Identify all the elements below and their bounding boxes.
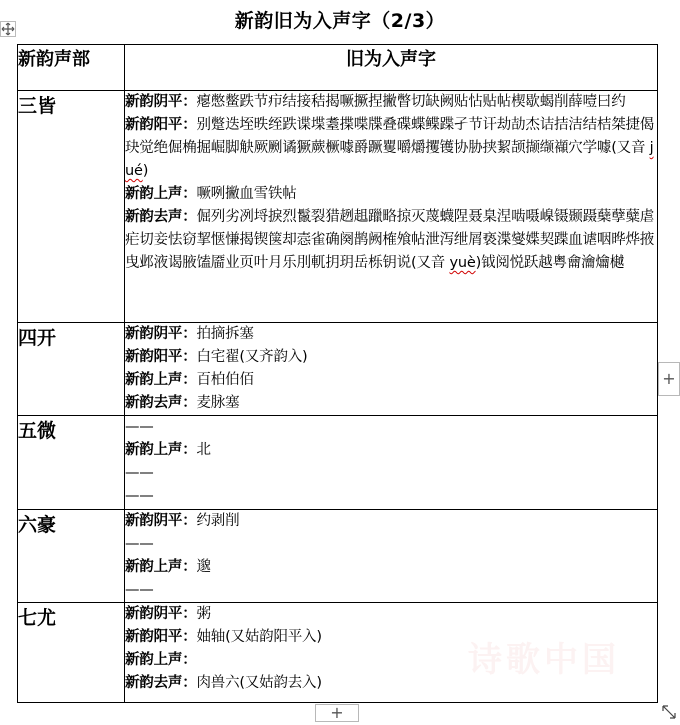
tone-label: 新韵去声： (125, 675, 197, 691)
tone-characters-continued: )钺阅悦跃越粤龠瀹爚樾 (475, 255, 625, 271)
table-header-row (18, 45, 658, 91)
resize-arrows-icon (660, 703, 678, 721)
tone-line (125, 579, 657, 602)
tone-characters: 妯轴(又姑韵阳平入) (196, 629, 322, 645)
tone-characters: —— (125, 536, 154, 552)
table-move-handle[interactable] (0, 21, 16, 37)
tone-line (125, 323, 657, 346)
tone-line (125, 672, 657, 695)
tone-line (125, 91, 657, 114)
rhyme-section-name: 六豪 (18, 510, 125, 603)
plus-icon: + (330, 703, 344, 722)
character-list-cell (125, 510, 658, 603)
tone-label: 新韵阴平： (125, 513, 197, 529)
tone-label: 新韵去声： (125, 209, 197, 225)
tone-line (125, 533, 657, 556)
tone-line (125, 626, 657, 649)
add-column-button[interactable] (658, 362, 680, 396)
tone-label: 新韵上声： (125, 186, 197, 202)
tone-characters: 噘咧撇血雪铁帖 (196, 186, 297, 202)
tone-characters: 麦脉塞 (196, 395, 240, 411)
tone-characters: 约剥削 (196, 513, 240, 529)
table-row (18, 323, 658, 416)
tone-line (125, 346, 657, 369)
tone-label: 新韵上声： (125, 372, 197, 388)
rhyme-table (17, 44, 658, 703)
tone-line (125, 556, 657, 579)
tone-characters: —— (125, 465, 154, 481)
tone-line (125, 510, 657, 533)
pinyin-annotation: yuè (449, 255, 476, 271)
tone-label: 新韵阳平： (125, 629, 197, 645)
tone-characters: 别蹩迭垤昳绖跌谍堞耋揲喋牒叠碟蝶鲽蹀孑节讦劫劼杰诘拮洁结桔桀捷偈玦觉绝倔桷掘崛脚觖厥劂谲獗蕨橛噱爵蹶矍嚼爝攫镬协胁挟絜颉撷缬襭穴学噱(又音 (125, 117, 655, 156)
tone-characters: 倔列劣冽埒捩烈鬣裂猎趔趄躐略掠灭蔑蠛陧聂臬涅啮嗫嵲镊颞蹑蘖孽糵虐疟切妾怯窃挈惬慊揭锲箧却悫雀确阕鹊阙榷飧帖泄泻绁屑亵渫燮媟契蹀血谑咽晔烨掖曳邺液谒腋馌靥业页叶月乐刖軏抈玥岳栎钥说(又音 (125, 209, 655, 271)
tone-characters-continued: ) (142, 163, 149, 179)
tone-line (125, 416, 657, 439)
tone-characters: 瘪憋鳖跌节疖结接秸揭噘撅捏撇瞥切缺阙贴怗贴帖楔歇蝎削薛噎曰约 (196, 94, 626, 110)
tone-characters: 北 (196, 442, 211, 458)
table-row (18, 510, 658, 603)
tone-characters: 粥 (196, 606, 211, 622)
tone-line (125, 392, 657, 415)
tone-characters: 肉兽六(又姑韵去入) (196, 675, 322, 691)
rhyme-section-name: 四开 (18, 323, 125, 416)
tone-characters: 百柏伯佰 (196, 372, 254, 388)
tone-label: 新韵去声： (125, 395, 197, 411)
tone-characters: 白宅翟(又齐韵入) (196, 349, 308, 365)
tone-line (125, 206, 657, 275)
tone-characters: —— (125, 419, 154, 435)
tone-line (125, 462, 657, 485)
tone-label: 新韵阳平： (125, 349, 197, 365)
tone-label: 新韵阴平： (125, 94, 197, 110)
tone-line (125, 114, 657, 183)
rhyme-section-name: 七尤 (18, 603, 125, 703)
header-old-entering-tone: 旧为入声字 (125, 45, 658, 91)
tone-line (125, 439, 657, 462)
tone-characters: 邈 (196, 559, 211, 575)
add-row-button[interactable] (315, 704, 359, 722)
table-resize-handle[interactable] (660, 703, 678, 721)
header-rhyme-section: 新韵声部 (18, 45, 125, 91)
tone-label: 新韵上声： (125, 652, 197, 668)
character-list-cell (125, 603, 658, 703)
character-list-cell (125, 323, 658, 416)
tone-label: 新韵上声： (125, 559, 197, 575)
tone-line (125, 369, 657, 392)
tone-label: 新韵阴平： (125, 606, 197, 622)
table-row (18, 603, 658, 703)
tone-characters: —— (125, 582, 154, 598)
site-watermark: 诗歌中国 (468, 640, 620, 680)
rhyme-section-name: 五微 (18, 416, 125, 510)
document-title: 新韵旧为入声字（2/3） (234, 10, 446, 32)
rhyme-section-name: 三皆 (18, 91, 125, 323)
tone-line (125, 649, 657, 672)
pinyin-annotation: jué (125, 140, 654, 179)
plus-icon: + (662, 369, 676, 388)
character-list-cell (125, 91, 658, 323)
table-row (18, 91, 658, 323)
tone-line (125, 183, 657, 206)
tone-label: 新韵上声： (125, 442, 197, 458)
tone-characters: 拍摘拆塞 (196, 326, 254, 342)
character-list-cell (125, 416, 658, 510)
tone-label: 新韵阴平： (125, 326, 197, 342)
tone-characters: —— (125, 488, 154, 504)
table-row (18, 416, 658, 510)
move-arrows-icon (1, 22, 15, 36)
tone-line (125, 603, 657, 626)
tone-line (125, 485, 657, 508)
tone-label: 新韵阳平： (125, 117, 197, 133)
